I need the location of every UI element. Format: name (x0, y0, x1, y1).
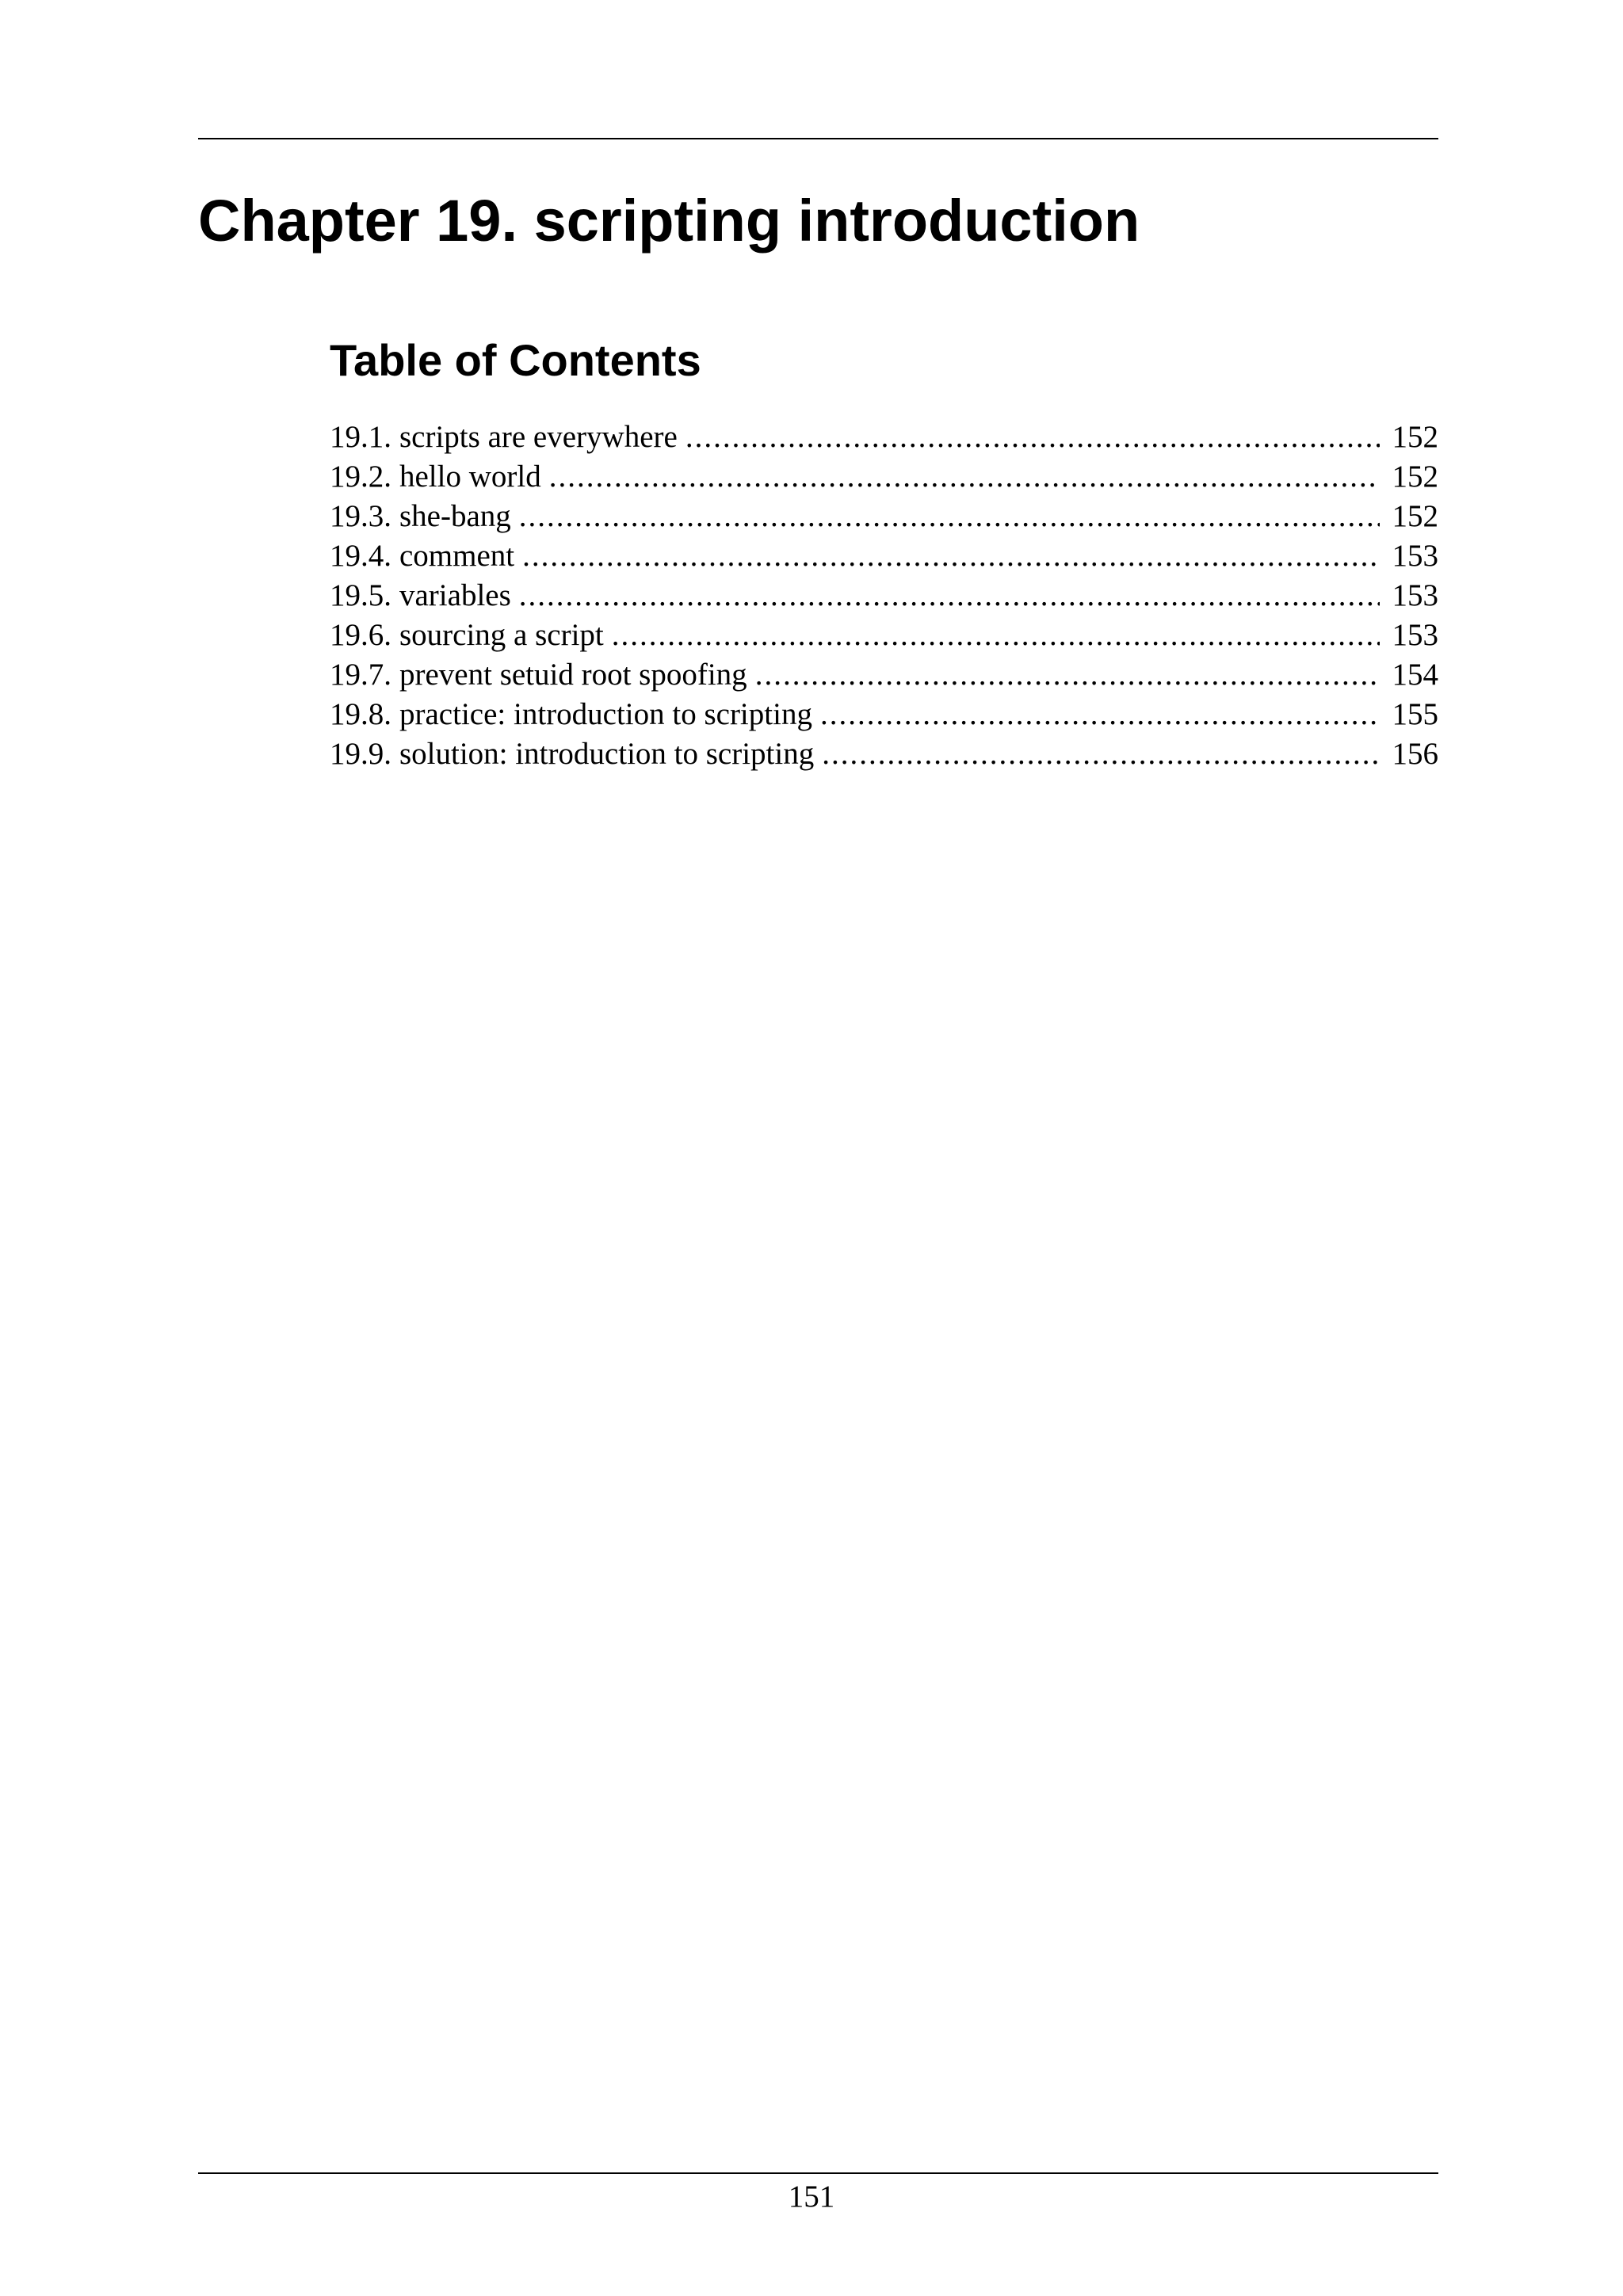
toc-entry-page[interactable]: 153 (1392, 578, 1438, 612)
toc-entry-label[interactable]: solution: introduction to scripting (399, 737, 815, 771)
toc-entry[interactable] (330, 655, 1438, 695)
toc-entry-page[interactable]: 155 (1392, 697, 1438, 731)
toc-entry-label[interactable]: she-bang (399, 499, 511, 533)
header-rule (198, 138, 1438, 139)
toc-heading: Table of Contents (330, 335, 701, 385)
toc-entry[interactable] (330, 576, 1438, 616)
toc-entry[interactable] (330, 734, 1438, 774)
toc-entry-page[interactable]: 154 (1392, 658, 1438, 692)
toc-entry-number: 19.2. (330, 460, 391, 494)
chapter-title: Chapter 19. scripting introduction (198, 188, 1140, 254)
toc-entry-page[interactable]: 153 (1392, 539, 1438, 573)
toc-entry-label[interactable]: comment (399, 539, 515, 573)
toc-entry[interactable] (330, 536, 1438, 576)
toc-entry-number: 19.5. (330, 578, 391, 612)
toc-entry-label[interactable]: sourcing a script (399, 618, 604, 652)
toc-entry[interactable] (330, 695, 1438, 734)
toc-dot-leader (519, 576, 1380, 616)
toc-entry-number: 19.4. (330, 539, 391, 573)
footer-rule (198, 2172, 1438, 2174)
toc-dot-leader (522, 536, 1379, 576)
toc-dot-leader (549, 457, 1380, 497)
toc-entry-page[interactable]: 153 (1392, 618, 1438, 652)
toc-entry-page[interactable]: 156 (1392, 737, 1438, 771)
toc-entry-page[interactable]: 152 (1392, 460, 1438, 494)
toc-list (330, 418, 1438, 774)
toc-dot-leader (519, 497, 1380, 536)
toc-entry-label[interactable]: scripts are everywhere (399, 420, 678, 454)
toc-entry[interactable] (330, 457, 1438, 497)
toc-dot-leader (820, 695, 1380, 734)
toc-entry-label[interactable]: prevent setuid root spoofing (399, 658, 747, 692)
toc-entry-page[interactable]: 152 (1392, 420, 1438, 454)
toc-entry[interactable] (330, 418, 1438, 457)
toc-dot-leader (612, 616, 1380, 655)
toc-entry[interactable] (330, 616, 1438, 655)
toc-entry-label[interactable]: hello world (399, 460, 541, 494)
toc-entry-number: 19.3. (330, 499, 391, 533)
toc-entry-number: 19.6. (330, 618, 391, 652)
toc-dot-leader (822, 734, 1379, 774)
toc-dot-leader (755, 655, 1380, 695)
toc-entry-label[interactable]: variables (399, 578, 511, 612)
toc-dot-leader (685, 418, 1380, 457)
toc-entry[interactable] (330, 497, 1438, 536)
toc-entry-number: 19.1. (330, 420, 391, 454)
page-number: 151 (788, 2180, 835, 2214)
toc-entry-number: 19.8. (330, 697, 391, 731)
toc-entry-page[interactable]: 152 (1392, 499, 1438, 533)
toc-entry-label[interactable]: practice: introduction to scripting (399, 697, 812, 731)
toc-entry-number: 19.9. (330, 737, 391, 771)
toc-entry-number: 19.7. (330, 658, 391, 692)
